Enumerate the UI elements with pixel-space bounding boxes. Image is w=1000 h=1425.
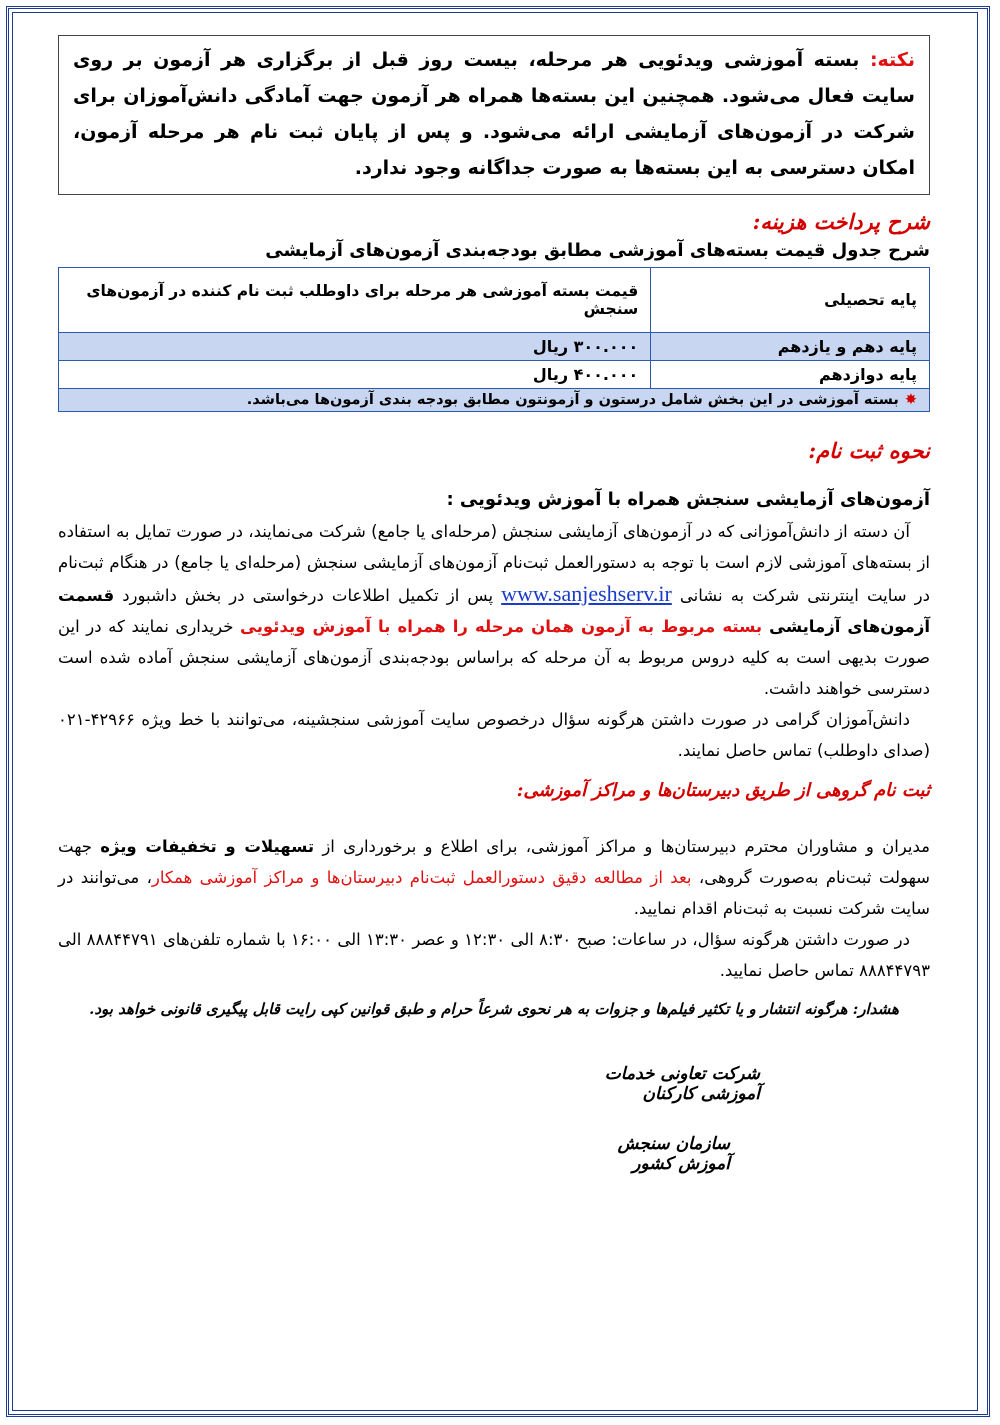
signature-line-2: سازمان سنجش آموزش کشور bbox=[617, 1134, 730, 1174]
registration-p1-text-b: پس از تکمیل اطلاعات درخواستی در بخش داشبورد bbox=[114, 586, 502, 605]
row-price: ۳۰۰.۰۰۰ ریال bbox=[59, 333, 651, 361]
group-p1-text-c: ، می‌توانند در سایت شرکت نسبت به ثبت‌نام اقدام نمایید. bbox=[58, 868, 930, 918]
website-link[interactable]: www.sanjeshserv.ir bbox=[501, 581, 672, 606]
payment-section-title: شرح پرداخت هزینه: bbox=[752, 209, 930, 234]
group-section-title: ثبت نام گروهی از طریق دبیرستان‌ها و مراکز آموزشی: bbox=[516, 780, 930, 801]
group-paragraph-1 bbox=[58, 831, 930, 924]
table-row bbox=[59, 361, 930, 389]
registration-p1-bold: قسمت آزمون‌های آزمایشی bbox=[58, 586, 930, 636]
table-footnote: بسته آموزشی در این بخش شامل درستون و آزمونتون مطابق بودجه بندی آزمون‌ها می‌باشد. bbox=[246, 392, 899, 408]
registration-paragraph-2: دانش‌آموزان گرامی در صورت داشتن هرگونه سؤال درخصوص سایت آموزشی سنجشینه، می‌توانند با خط ویژه ۴۲۹۶۶-۰۲۱ (صدای داوطلب) تماس حاصل نمایند. bbox=[58, 710, 930, 760]
document bbox=[58, 35, 930, 1174]
row-price: ۴۰۰.۰۰۰ ریال bbox=[59, 361, 651, 389]
registration-p1-highlight: بسته مربوط به آزمون همان مرحله را همراه با آموزش ویدئویی bbox=[240, 617, 770, 636]
group-p1-bold: تسهیلات و تخفیفات ویژه bbox=[100, 837, 315, 856]
header-grade: پایه تحصیلی bbox=[651, 268, 930, 333]
registration-p1-text-c: خریداری نمایند که در این صورت بدیهی است به کلیه دروس مربوط به آن مرحله که براساس بودجه‌بندی آزمون‌های آزمایشی سنجش آماده شده است دسترسی خواهند داشت. bbox=[58, 617, 930, 698]
registration-p1-text-a: آن دسته از دانش‌آموزانی که در آزمون‌های آزمایشی سنجش (مرحله‌ای یا جامع) شرکت می‌نمایند، در صورت تمایل به استفاده از بسته‌های آموزشی لازم است با توجه به دستورالعمل ثبت‌نام آزمون‌های آزمایشی سنجش (مرحله‌ای یا جامع) در هنگام ثبت‌نام در سایت اینترنتی شرکت به نشانی bbox=[58, 522, 930, 605]
group-p1-text-b: جهت سهولت ثبت‌نام به‌صورت گروهی، bbox=[58, 837, 931, 887]
registration-subtitle: آزمون‌های آزمایشی سنجش همراه با آموزش ویدئویی : bbox=[446, 489, 930, 510]
row-grade: پایه دوازدهم bbox=[651, 361, 930, 389]
group-p1-highlight: بعد از مطالعه دقیق دستورالعمل ثبت‌نام دبیرستان‌ها و مراکز آموزشی همکار bbox=[151, 868, 692, 887]
note-box bbox=[58, 35, 930, 195]
price-table-title: شرح جدول قیمت بسته‌های آموزشی مطابق بودجه‌بندی آزمون‌های آزمایشی bbox=[265, 240, 930, 261]
registration-paragraph-1 bbox=[58, 516, 930, 704]
signature-block bbox=[580, 1064, 760, 1174]
table-header-row bbox=[59, 268, 930, 333]
table-row bbox=[59, 333, 930, 361]
group-p1-text-a: مدیران و مشاوران محترم دبیرستان‌ها و مراکز آموزشی، برای اطلاع و برخورداری از bbox=[314, 837, 930, 856]
signature-line-1: شرکت تعاونی خدمات آموزشی کارکنان bbox=[604, 1064, 760, 1104]
star-bullet-icon: ✸ bbox=[904, 392, 917, 408]
price-table bbox=[58, 267, 930, 412]
note-label: نکته: bbox=[869, 49, 915, 71]
registration-section-title: نحوه ثبت نام: bbox=[808, 438, 930, 463]
note-text: بسته آموزشی ویدئویی هر مرحله، بیست روز قبل از برگزاری هر آزمون بر روی سایت فعال می‌شود. همچنین این بسته‌ها همراه هر آزمون جهت آمادگی دانش‌آموزان برای شرکت در آزمون‌های آزمایشی ارائه می‌شود. و پس از پایان ثبت نام هر مرحله آزمون، امکان دسترسی به این بسته‌ها به صورت جداگانه وجود ندارد. bbox=[73, 49, 915, 179]
copyright-warning: هشدار: هرگونه انتشار و یا تکثیر فیلم‌ها و جزوات به هر نحوی شرعاً حرام و طبق قوانین کپی رایت قابل پیگیری قانونی خواهد بود. bbox=[89, 1000, 899, 1018]
header-price: قیمت بسته آموزشی هر مرحله برای داوطلب ثبت نام کننده در آزمون‌های سنجش bbox=[59, 268, 651, 333]
table-footnote-row bbox=[59, 389, 930, 412]
row-grade: پایه دهم و یازدهم bbox=[651, 333, 930, 361]
group-paragraph-2: در صورت داشتن هرگونه سؤال، در ساعات: صبح ۸:۳۰ الی ۱۲:۳۰ و عصر ۱۳:۳۰ الی ۱۶:۰۰ با شماره تلفن‌های ۸۸۸۴۴۷۹۱ الی ۸۸۸۴۴۷۹۳ تماس حاصل نمایید. bbox=[58, 930, 930, 980]
table-footnote-cell bbox=[59, 389, 930, 412]
